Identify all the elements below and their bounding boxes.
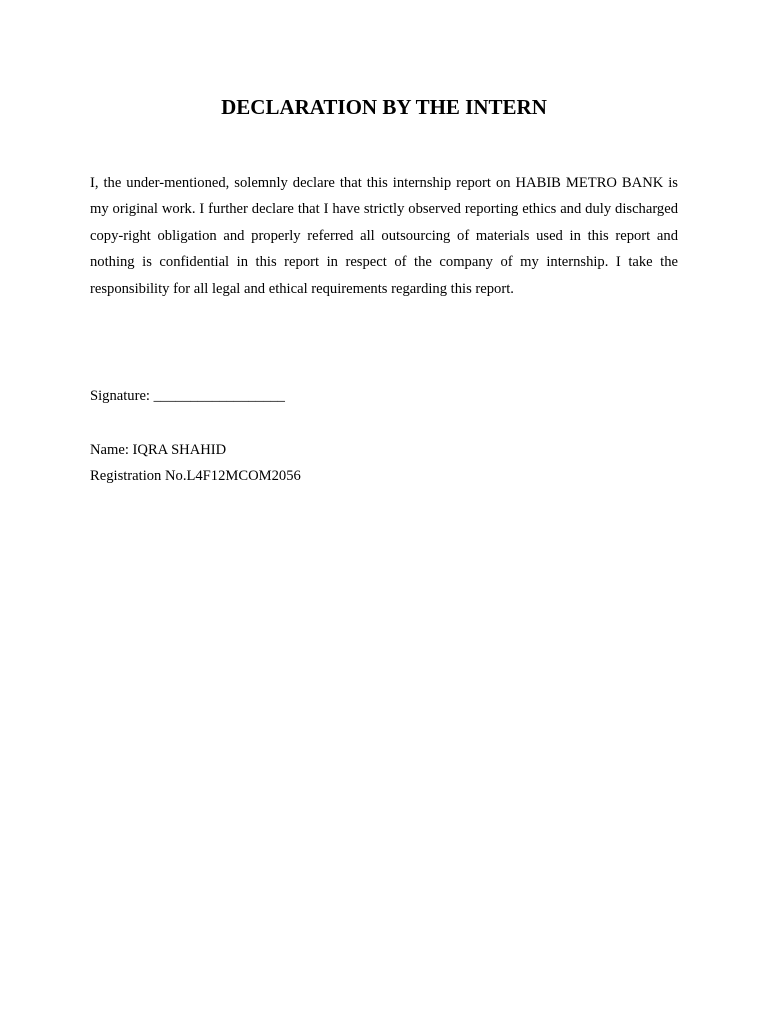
intern-name: Name: IQRA SHAHID	[90, 442, 227, 458]
signature-line: Signature: __________________	[90, 388, 285, 404]
registration-number: Registration No.L4F12MCOM2056	[90, 468, 301, 484]
declaration-paragraph: I, the under-mentioned, solemnly declare that this internship report on HABIB METRO BANK is my original work. I further declare that I have strictly observed reporting ethics and duly discharged copy-right obligation and properly referred all outsourcing of materials used in this report and nothing is confidential in this report in respect of the company of my internship. I take the responsibility for all legal and ethical requirements regarding this report.	[90, 175, 678, 297]
page-title: DECLARATION BY THE INTERN	[221, 95, 547, 119]
